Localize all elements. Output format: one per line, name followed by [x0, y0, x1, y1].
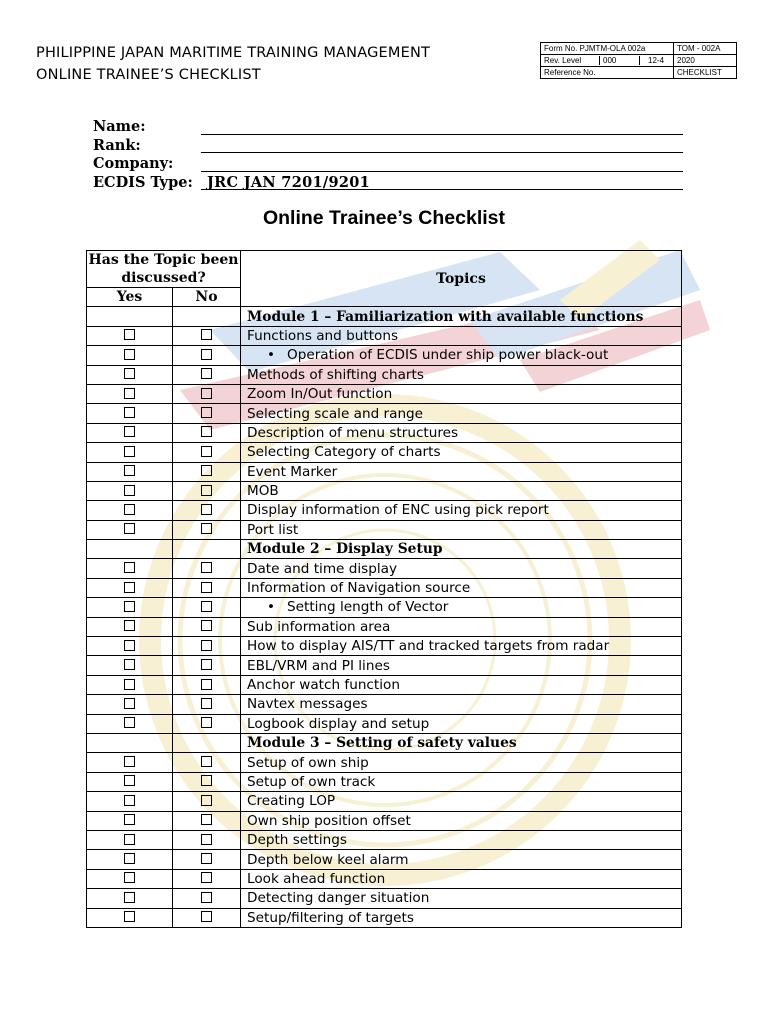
yes-cell	[87, 675, 173, 694]
topic-label: Logbook display and setup	[247, 715, 430, 732]
yes-cell	[87, 384, 173, 403]
table-row	[87, 811, 682, 830]
topic-cell	[241, 404, 682, 423]
ecdis-type-field[interactable]	[201, 189, 683, 190]
no-cell	[173, 908, 241, 927]
yes-checkbox[interactable]	[124, 679, 135, 690]
name-field[interactable]	[201, 134, 683, 135]
no-checkbox[interactable]	[201, 679, 212, 690]
yes-cell	[87, 578, 173, 597]
no-cell	[173, 501, 241, 520]
topic-cell	[241, 675, 682, 694]
table-row	[87, 675, 682, 694]
yes-cell	[87, 637, 173, 656]
rank-field[interactable]	[201, 152, 683, 153]
topic-label: Date and time display	[247, 560, 398, 577]
table-row	[87, 443, 682, 462]
yes-checkbox[interactable]	[124, 698, 135, 709]
yes-cell	[87, 501, 173, 520]
yes-checkbox[interactable]	[124, 795, 135, 806]
no-header: No	[173, 288, 241, 307]
no-cell	[173, 598, 241, 617]
company-label: Company:	[93, 155, 174, 172]
ecdis-type-label: ECDIS Type:	[93, 173, 193, 191]
topic-cell	[241, 714, 682, 733]
yes-checkbox[interactable]	[124, 834, 135, 845]
no-cell	[173, 656, 241, 675]
table-row	[87, 578, 682, 597]
no-cell	[173, 714, 241, 733]
topic-cell	[241, 578, 682, 597]
topic-label: Display information of ENC using pick report	[247, 502, 549, 519]
topic-label: Description of menu structures	[247, 424, 459, 441]
topic-label: Setup/filtering of targets	[247, 909, 414, 926]
no-cell	[173, 559, 241, 578]
topic-cell	[241, 617, 682, 636]
topic-label: Setup of own ship	[247, 754, 369, 771]
yes-checkbox[interactable]	[124, 872, 135, 883]
yes-cell	[87, 365, 173, 384]
yes-checkbox[interactable]	[124, 892, 135, 903]
module-spacer	[173, 307, 241, 326]
topic-label: Methods of shifting charts	[247, 366, 424, 383]
reference-box	[540, 42, 737, 79]
no-cell	[173, 326, 241, 345]
table-row	[87, 598, 682, 617]
yes-cell	[87, 346, 173, 365]
table-row	[87, 792, 682, 811]
yes-cell	[87, 830, 173, 849]
reference-value: CHECKLIST	[674, 67, 737, 79]
yes-checkbox[interactable]	[124, 853, 135, 864]
topic-label: Functions and buttons	[247, 327, 399, 344]
yes-cell	[87, 772, 173, 791]
no-cell	[173, 520, 241, 539]
yes-checkbox[interactable]	[124, 329, 135, 340]
no-checkbox[interactable]	[201, 659, 212, 670]
topic-cell	[241, 346, 682, 365]
topic-cell	[241, 423, 682, 442]
no-cell	[173, 753, 241, 772]
no-checkbox[interactable]	[201, 640, 212, 651]
company-field[interactable]	[201, 171, 683, 172]
topic-cell	[241, 481, 682, 500]
topic-cell	[241, 830, 682, 849]
table-row	[87, 695, 682, 714]
yes-checkbox[interactable]	[124, 620, 135, 631]
no-cell	[173, 346, 241, 365]
topic-label: Selecting scale and range	[247, 405, 424, 422]
table-row	[87, 889, 682, 908]
no-checkbox[interactable]	[201, 426, 212, 437]
yes-checkbox[interactable]	[124, 504, 135, 515]
topic-label: Creating LOP	[247, 793, 336, 810]
table-row	[87, 346, 682, 365]
table-row	[87, 656, 682, 675]
no-checkbox[interactable]	[201, 911, 212, 922]
module-spacer	[87, 540, 173, 559]
no-checkbox[interactable]	[201, 698, 212, 709]
yes-checkbox[interactable]	[124, 911, 135, 922]
topic-label: Operation of ECDIS under ship power black-out	[287, 347, 609, 364]
yes-checkbox[interactable]	[124, 368, 135, 379]
ecdis-type-value: JRC JAN 7201/9201	[207, 173, 371, 191]
yes-checkbox[interactable]	[124, 562, 135, 573]
topic-label: Anchor watch function	[247, 677, 400, 693]
yes-cell	[87, 792, 173, 811]
no-cell	[173, 830, 241, 849]
table-row	[87, 423, 682, 442]
module-heading: Module 2 – Display Setup	[241, 540, 682, 559]
no-checkbox[interactable]	[201, 523, 212, 534]
yes-checkbox[interactable]	[124, 775, 135, 786]
no-checkbox[interactable]	[201, 892, 212, 903]
no-checkbox[interactable]	[201, 485, 212, 496]
no-cell	[173, 423, 241, 442]
topic-label: Port list	[247, 521, 299, 538]
yes-cell	[87, 753, 173, 772]
no-checkbox[interactable]	[201, 407, 212, 418]
table-row	[87, 617, 682, 636]
yes-cell	[87, 559, 173, 578]
module-heading: Module 3 – Setting of safety values	[241, 733, 682, 752]
module-spacer	[87, 733, 173, 752]
yes-checkbox[interactable]	[124, 523, 135, 534]
yes-checkbox[interactable]	[124, 601, 135, 612]
organization-heading	[36, 42, 430, 86]
topic-cell	[241, 559, 682, 578]
yes-checkbox[interactable]	[124, 465, 135, 476]
bullet-icon: •	[267, 599, 276, 616]
no-cell	[173, 481, 241, 500]
table-row	[87, 753, 682, 772]
no-cell	[173, 404, 241, 423]
topic-cell	[241, 695, 682, 714]
rev-level-value: 000	[600, 56, 640, 65]
yes-checkbox[interactable]	[124, 659, 135, 670]
module-row	[87, 540, 682, 559]
topic-label: Detecting danger situation	[247, 890, 430, 907]
topic-cell	[241, 850, 682, 869]
topic-cell	[241, 889, 682, 908]
no-cell	[173, 443, 241, 462]
yes-cell	[87, 481, 173, 500]
rev-date: 12-4	[648, 56, 665, 65]
yes-checkbox[interactable]	[124, 582, 135, 593]
no-checkbox[interactable]	[201, 775, 212, 786]
topic-label: Depth below keel alarm	[247, 851, 409, 868]
topic-label: Look ahead function	[247, 870, 386, 887]
no-cell	[173, 695, 241, 714]
topic-cell	[241, 869, 682, 888]
topic-cell	[241, 520, 682, 539]
no-checkbox[interactable]	[201, 349, 212, 360]
no-cell	[173, 578, 241, 597]
table-row	[87, 462, 682, 481]
yes-cell	[87, 714, 173, 733]
trainee-info	[93, 118, 683, 192]
yes-cell	[87, 423, 173, 442]
topic-label: Navtex messages	[247, 696, 368, 713]
yes-cell	[87, 908, 173, 927]
yes-cell	[87, 443, 173, 462]
yes-cell	[87, 520, 173, 539]
topic-cell	[241, 384, 682, 403]
document-subtitle: ONLINE TRAINEE’S CHECKLIST	[36, 67, 261, 83]
yes-cell	[87, 869, 173, 888]
no-checkbox[interactable]	[201, 446, 212, 457]
yes-cell	[87, 598, 173, 617]
yes-cell	[87, 889, 173, 908]
no-cell	[173, 617, 241, 636]
topic-label: Selecting Category of charts	[247, 444, 441, 461]
module-spacer	[87, 307, 173, 326]
no-cell	[173, 792, 241, 811]
topic-cell	[241, 501, 682, 520]
topic-label: Sub information area	[247, 618, 391, 635]
no-checkbox[interactable]	[201, 329, 212, 340]
module-row	[87, 307, 682, 326]
rank-label: Rank:	[93, 136, 141, 154]
table-row	[87, 326, 682, 345]
table-row	[87, 714, 682, 733]
no-checkbox[interactable]	[201, 717, 212, 728]
topic-label: Depth settings	[247, 832, 347, 849]
no-checkbox[interactable]	[201, 834, 212, 845]
topic-label: Information of Navigation source	[247, 580, 471, 597]
checklist-table	[86, 250, 682, 928]
bullet-icon: •	[267, 347, 276, 364]
topic-label: How to display AIS/TT and tracked targets from radar	[247, 638, 610, 655]
rev-level-label: Rev. Level	[541, 56, 600, 65]
yes-header: Yes	[87, 288, 173, 307]
no-cell	[173, 850, 241, 869]
topic-label: Event Marker	[247, 463, 338, 480]
topic-cell	[241, 772, 682, 791]
table-row	[87, 404, 682, 423]
no-checkbox[interactable]	[201, 562, 212, 573]
table-row	[87, 520, 682, 539]
no-checkbox[interactable]	[201, 814, 212, 825]
yes-checkbox[interactable]	[124, 407, 135, 418]
table-row	[87, 772, 682, 791]
no-cell	[173, 869, 241, 888]
yes-cell	[87, 695, 173, 714]
table-row	[87, 501, 682, 520]
yes-checkbox[interactable]	[124, 388, 135, 399]
topic-cell	[241, 637, 682, 656]
table-row	[87, 869, 682, 888]
no-cell	[173, 811, 241, 830]
yes-cell	[87, 326, 173, 345]
no-cell	[173, 384, 241, 403]
yes-cell	[87, 811, 173, 830]
topic-label: Setting length of Vector	[287, 599, 449, 616]
topic-cell	[241, 656, 682, 675]
checklist-title: Online Trainee’s Checklist	[262, 207, 506, 229]
topic-cell	[241, 792, 682, 811]
topic-label: EBL/VRM and PI lines	[247, 657, 390, 674]
table-row	[87, 830, 682, 849]
organization-name: PHILIPPINE JAPAN MARITIME TRAINING MANAGEMENT	[36, 45, 431, 61]
table-row	[87, 908, 682, 927]
topics-header: Topics	[241, 251, 682, 307]
no-checkbox[interactable]	[201, 620, 212, 631]
no-checkbox[interactable]	[201, 582, 212, 593]
no-checkbox[interactable]	[201, 465, 212, 476]
yes-cell	[87, 850, 173, 869]
module-spacer	[173, 733, 241, 752]
yes-cell	[87, 404, 173, 423]
yes-checkbox[interactable]	[124, 426, 135, 437]
name-label: Name:	[93, 118, 146, 135]
topic-cell	[241, 598, 682, 617]
no-checkbox[interactable]	[201, 872, 212, 883]
table-row	[87, 384, 682, 403]
no-cell	[173, 772, 241, 791]
module-heading: Module 1 – Familiarization with available functions	[241, 307, 682, 326]
rev-year: 2020	[674, 55, 737, 67]
topic-cell	[241, 462, 682, 481]
topic-label: Setup of own track	[247, 773, 376, 790]
yes-cell	[87, 462, 173, 481]
no-checkbox[interactable]	[201, 795, 212, 806]
reference-label: Reference No.	[541, 67, 674, 79]
no-checkbox[interactable]	[201, 601, 212, 612]
no-checkbox[interactable]	[201, 756, 212, 767]
yes-checkbox[interactable]	[124, 814, 135, 825]
module-row	[87, 733, 682, 752]
table-row	[87, 365, 682, 384]
topic-cell	[241, 811, 682, 830]
form-number: Form No. PJMTM-OLA 002a	[541, 43, 674, 55]
yes-cell	[87, 617, 173, 636]
topic-cell	[241, 326, 682, 345]
yes-cell	[87, 656, 173, 675]
no-checkbox[interactable]	[201, 388, 212, 399]
yes-checkbox[interactable]	[124, 349, 135, 360]
no-cell	[173, 365, 241, 384]
table-row	[87, 559, 682, 578]
no-checkbox[interactable]	[201, 368, 212, 379]
topic-label: MOB	[247, 483, 279, 500]
form-code: TOM - 002A	[674, 43, 737, 55]
topic-label: Zoom In/Out function	[247, 386, 393, 403]
topic-cell	[241, 908, 682, 927]
topic-label: Own ship position offset	[247, 812, 411, 829]
yes-checkbox[interactable]	[124, 485, 135, 496]
module-spacer	[173, 540, 241, 559]
no-checkbox[interactable]	[201, 853, 212, 864]
yes-checkbox[interactable]	[124, 640, 135, 651]
no-cell	[173, 889, 241, 908]
discussed-header: Has the Topic been discussed?	[87, 251, 241, 288]
table-row	[87, 637, 682, 656]
no-cell	[173, 462, 241, 481]
topic-cell	[241, 365, 682, 384]
table-row	[87, 850, 682, 869]
topic-cell	[241, 753, 682, 772]
no-cell	[173, 675, 241, 694]
table-row	[87, 481, 682, 500]
yes-checkbox[interactable]	[124, 446, 135, 457]
no-checkbox[interactable]	[201, 504, 212, 515]
topic-cell	[241, 443, 682, 462]
yes-checkbox[interactable]	[124, 756, 135, 767]
yes-checkbox[interactable]	[124, 717, 135, 728]
no-cell	[173, 637, 241, 656]
